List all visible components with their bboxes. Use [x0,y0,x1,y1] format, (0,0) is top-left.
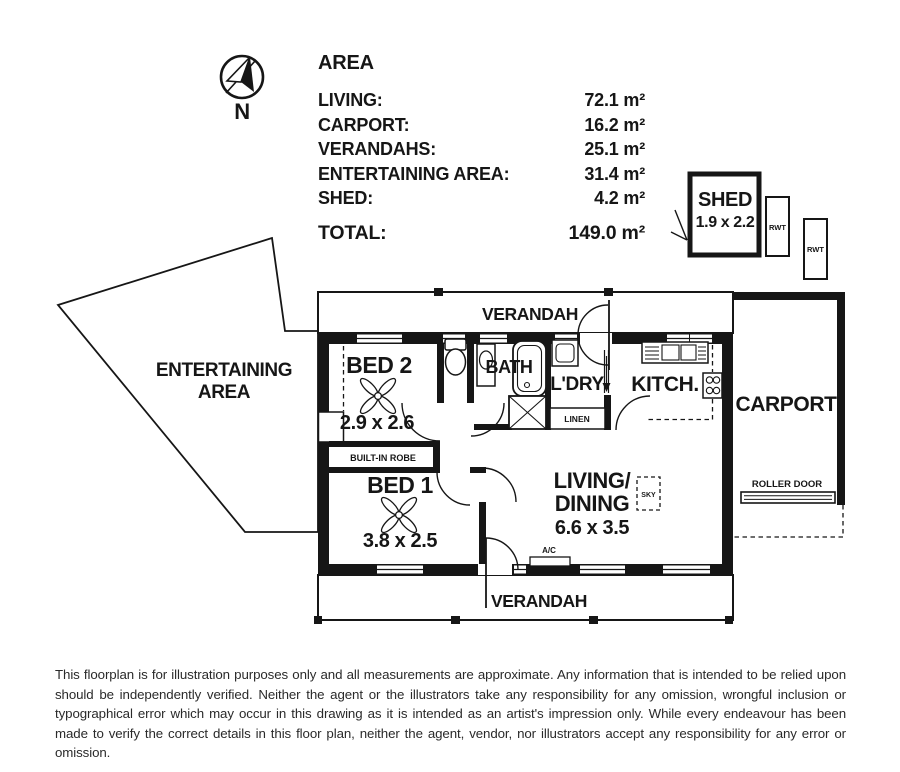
legend-row-value: 4.2 m² [594,188,645,208]
skylight [637,477,660,510]
robe-label: BUILT-IN ROBE [350,453,416,463]
laundry-tub-icon [552,340,578,366]
shed-label: SHED [698,189,752,211]
rainwater-tank-1 [766,197,789,256]
legend-total-value: 149.0 m² [568,221,645,244]
ceiling-fan-icon [358,376,398,416]
roller-door [741,479,835,503]
compass-north-label: N [234,99,250,124]
kitchen-sink-icon [642,342,708,363]
legend-row-label: ENTERTAINING AREA: [318,163,510,184]
bed1-label: BED 1 [367,472,433,498]
shower-icon [509,396,546,429]
legend-row-value: 72.1 m² [584,90,645,110]
cooktop-icon [703,373,722,398]
legend-row-label: SHED: [318,188,374,208]
roller-door-label: ROLLER DOOR [751,479,823,490]
toilet-icon [445,339,466,375]
legend-row [318,113,645,138]
bath-label: BATH [485,357,533,377]
skylight-label: SKY [641,492,656,499]
ac-label: A/C [542,546,556,555]
legend-row-value: 31.4 m² [584,163,645,184]
linen-label: LINEN [564,414,590,424]
verandah-bottom-label: VERANDAH [491,591,587,611]
shed-dims: 1.9 x 2.2 [695,214,755,231]
legend-row [318,162,645,187]
verandah-bottom [314,575,733,624]
carport [733,292,845,537]
rainwater-tank-2 [804,219,827,279]
air-conditioner [530,546,570,566]
rwt-label: RWT [769,223,786,232]
bed1-dims: 3.8 x 2.5 [362,530,438,552]
linen-cupboard [550,408,605,429]
legend-row [318,137,645,162]
bed2-label: BED 2 [346,352,412,378]
disclaimer-text: This floorplan is for illustration purposes only and all measurements are approximate. Any information that is intended to be relied upon should be independently verified. Neither the agent or the illustrators take any responsibility for any omission, wrongful inclusion or typographical error which may occur in this drawing as it is intended as an artist's impression only. While every endeavour has been made to verify the correct details in this floor plan, neither the agent, vendor, nor illustrators accept any responsibility for any error or omission. [55,667,846,761]
north-compass-icon [221,56,263,124]
legend-row [318,88,645,113]
verandah-top-label: VERANDAH [482,304,578,324]
legend-title: AREA [318,52,374,74]
entertaining-area-label-1: ENTERTAINING [155,360,293,381]
bed2-dims: 2.9 x 2.6 [339,412,415,434]
entertaining-area-label-2: AREA [197,382,251,403]
verandah-top [318,288,733,333]
carport-label: CARPORT [735,393,837,416]
ceiling-fan-icon [379,495,419,535]
kitchen-label: KITCH. [631,373,699,396]
legend-row [318,186,645,211]
laundry-label: L'DRY [550,374,604,395]
entertaining-area [58,238,318,532]
legend-row-label: LIVING: [318,90,383,110]
legend-total-label: TOTAL: [318,221,387,244]
shed [671,174,759,255]
legend-row-value: 16.2 m² [584,114,645,135]
living-dims: 6.6 x 3.5 [554,517,630,539]
area-legend [318,52,645,246]
legend-row-label: CARPORT: [318,114,410,135]
legend-total-row [318,220,645,246]
living-label-2: DINING [554,491,630,516]
rwt-label: RWT [807,245,824,254]
legend-row-value: 25.1 m² [584,139,645,159]
living-label-1: LIVING/ [553,468,631,493]
legend-row-label: VERANDAHS: [318,139,437,159]
